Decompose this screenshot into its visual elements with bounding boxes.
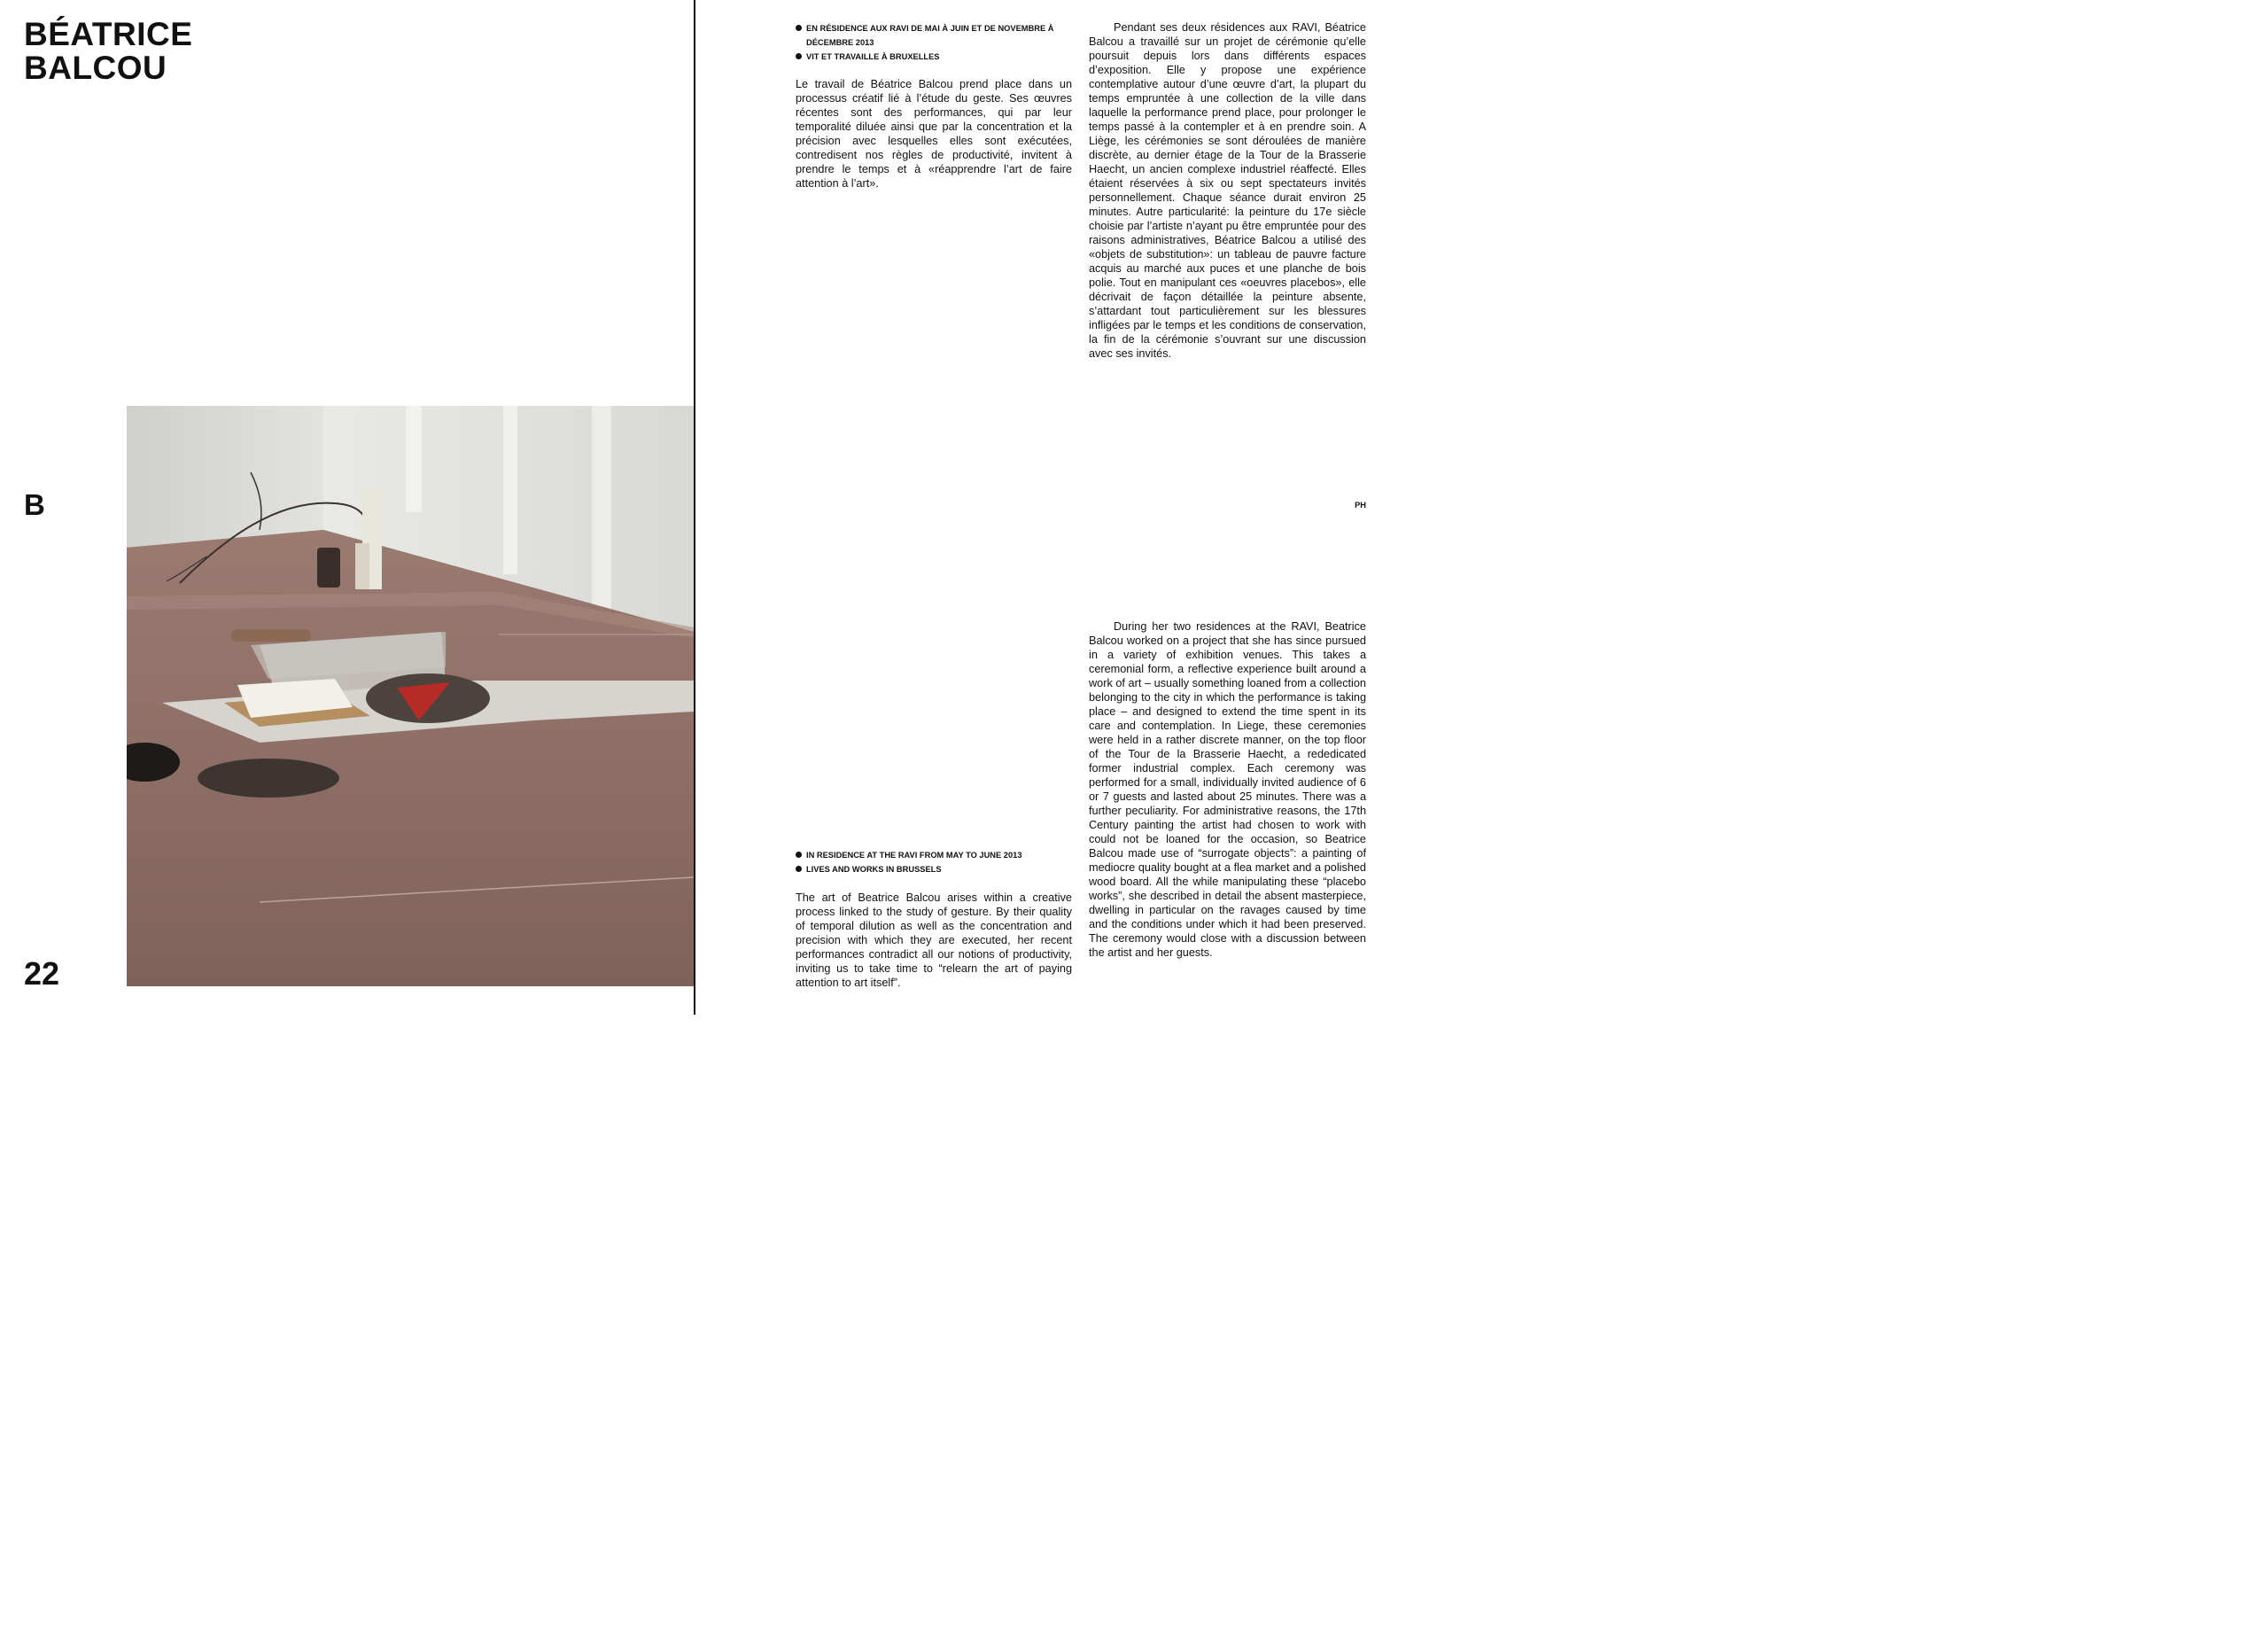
bullet-item [796, 21, 1061, 50]
bullet-item [796, 862, 1061, 876]
bullet-dot-icon [796, 53, 802, 59]
left-page [0, 0, 695, 1015]
bullet-dot-icon [796, 866, 802, 872]
fr-intro-paragraph: Le travail de Béatrice Balcou prend place dans un processus créatif lié à l’étude du geste. Ses œuvres récentes sont des performances, qui par leur temporalité diluée ainsi que par la concentration et la précision avec lesquelles elles sont exécutées, contredisent nos règles de productivité, invitent à prendre le temps et à «réapprendre l’art de faire attention à l’art». [796, 78, 1072, 190]
bullet-text: VIT ET TRAVAILLE À BRUXELLES [806, 52, 940, 61]
bullet-text: LIVES AND WORKS IN BRUSSELS [806, 865, 942, 874]
artist-name-line1: BÉATRICE [24, 16, 193, 52]
author-initials: PH [1355, 501, 1366, 510]
fr-body-column: Pendant ses deux résidences aux RAVI, Béatrice Balcou a travaillé sur un projet de cérémonie qu’elle poursuit depuis lors dans différents espaces d’exposition. Elle y propose une expérience contemplative autour d’une œuvre d’art, la plupart du temps empruntée à une collection de la ville dans laquelle la performance prend place, pour prolonger le temps passé à la contempler et à en prendre soin. A Liège, les cérémonies se sont déroulées de manière discrète, au dernier étage de la Tour de la Brasserie Haecht, un ancien complexe industriel réaffecté. Elles étaient réservées à six ou sept spectateurs invités personnellement. Chaque séance durait environ 25 minutes. Autre particularité: la peinture du 17e siècle choisie par l’artiste n’ayant pu être empruntée pour des raisons administratives, Béatrice Balcou a utilisé des «objets de substitution»: un tableau de pauvre facture acquis au marché aux puces et une planche de bois polie. Tout en manipulant ces «oeuvres placebos», elle décrivait de façon détaillée la peinture absente, s’attardant tout particulièrement sur les blessures infligées par le temps et les conditions de conservation, la fin de la cérémonie s’ouvrant sur une discussion avec ses invités. [1089, 21, 1366, 360]
bullet-item [796, 848, 1061, 862]
artist-name [24, 18, 192, 85]
bullet-dot-icon [796, 25, 802, 31]
section-letter: B [24, 488, 45, 521]
right-page [695, 0, 1381, 1015]
installation-photo [127, 406, 694, 986]
bullet-text: IN RESIDENCE AT THE RAVI FROM MAY TO JUNE 2013 [806, 851, 1022, 860]
artist-name-line2: BALCOU [24, 50, 167, 86]
en-residency-bullets [796, 848, 1061, 876]
en-body-column: During her two residences at the RAVI, Beatrice Balcou worked on a project that she has since pursued in a variety of exhibition venues. This takes a ceremonial form, a reflective experience built around a work of art – usually something loaned from a collection belonging to the city in which the performance is taking place – and designed to extend the time spent in its care and contemplation. In Liege, these ceremonies were held in a rather discrete manner, on the top floor of the Tour de la Brasserie Haecht, a rededicated former industrial complex. Each ceremony was performed for a small, individually invited audience of 6 or 7 guests and lasted about 25 minutes. There was a further peculiarity. For administrative reasons, the 17th Century painting the artist had chosen to work with could not be loaned for the occasion, so Beatrice Balcou made use of “surrogate objects”: a painting of mediocre quality bought at a flea market and a polished wood board. All the while manipulating these “placebo works”, she described in detail the absent masterpiece, dwelling in particular on the ravages caused by time and the conditions under which it had been preserved. The ceremony would close with a discussion between the artist and her guests. [1089, 620, 1366, 959]
en-intro-paragraph: The art of Beatrice Balcou arises within a creative process linked to the study of gesture. By their quality of temporal dilution as well as the concentration and precision with which they are executed, her recent performances contradict all our notions of productivity, inviting us to take time to “relearn the art of paying attention to art itself”. [796, 891, 1072, 989]
bullet-dot-icon [796, 852, 802, 858]
fr-residency-bullets [796, 21, 1061, 64]
bullet-item [796, 50, 1061, 64]
bullet-text: EN RÉSIDENCE AUX RAVI DE MAI À JUIN ET DE NOVEMBRE À DÉCEMBRE 2013 [806, 24, 1054, 47]
page-number: 22 [24, 955, 60, 992]
